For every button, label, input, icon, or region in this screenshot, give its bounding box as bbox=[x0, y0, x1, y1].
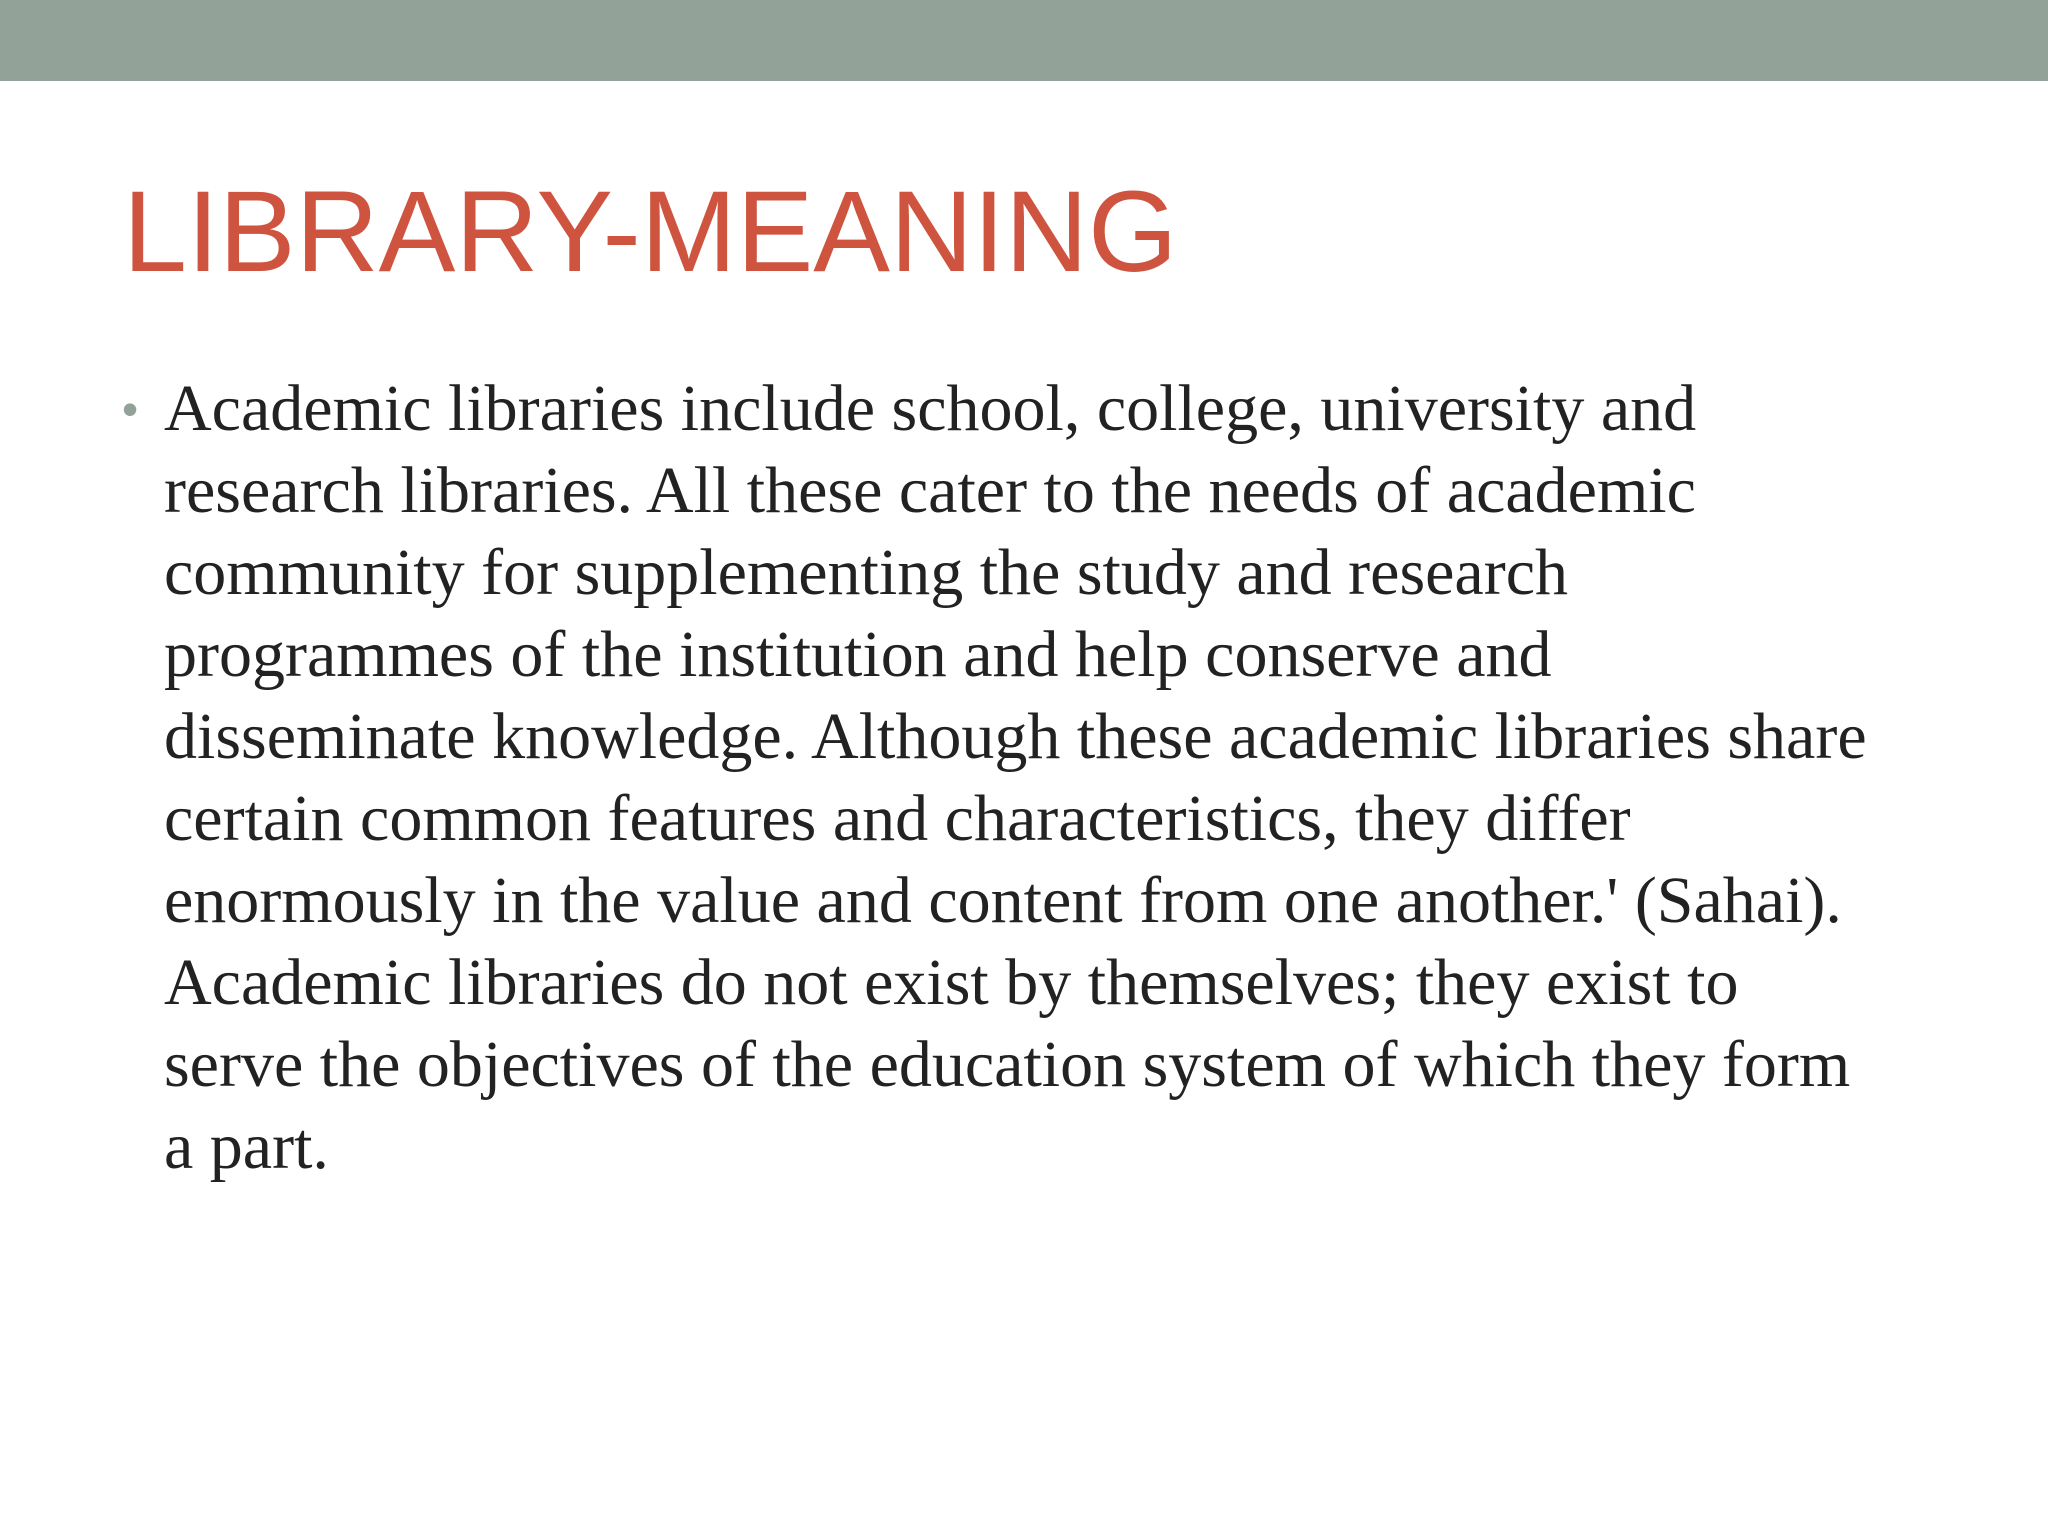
bullet-text: Academic libraries include school, college, university and research libraries. All these cater to the needs of academic community for supplementing the study and research programmes of the institution and help conserve and disseminate knowledge. Although these academic libraries share certain common features and characteristics, they differ enormously in the value and content from one another.' (Sahai). Academic libraries do not exist by themselves; they exist to serve the objectives of the education system of which they form a part. bbox=[164, 372, 1867, 1183]
bullet-icon: • bbox=[122, 383, 139, 435]
slide-title: LIBRARY-MEANING bbox=[123, 168, 1178, 296]
top-accent-bar bbox=[0, 0, 2048, 81]
slide-body bbox=[118, 368, 1958, 1188]
bullet-list-item bbox=[118, 368, 1958, 1188]
